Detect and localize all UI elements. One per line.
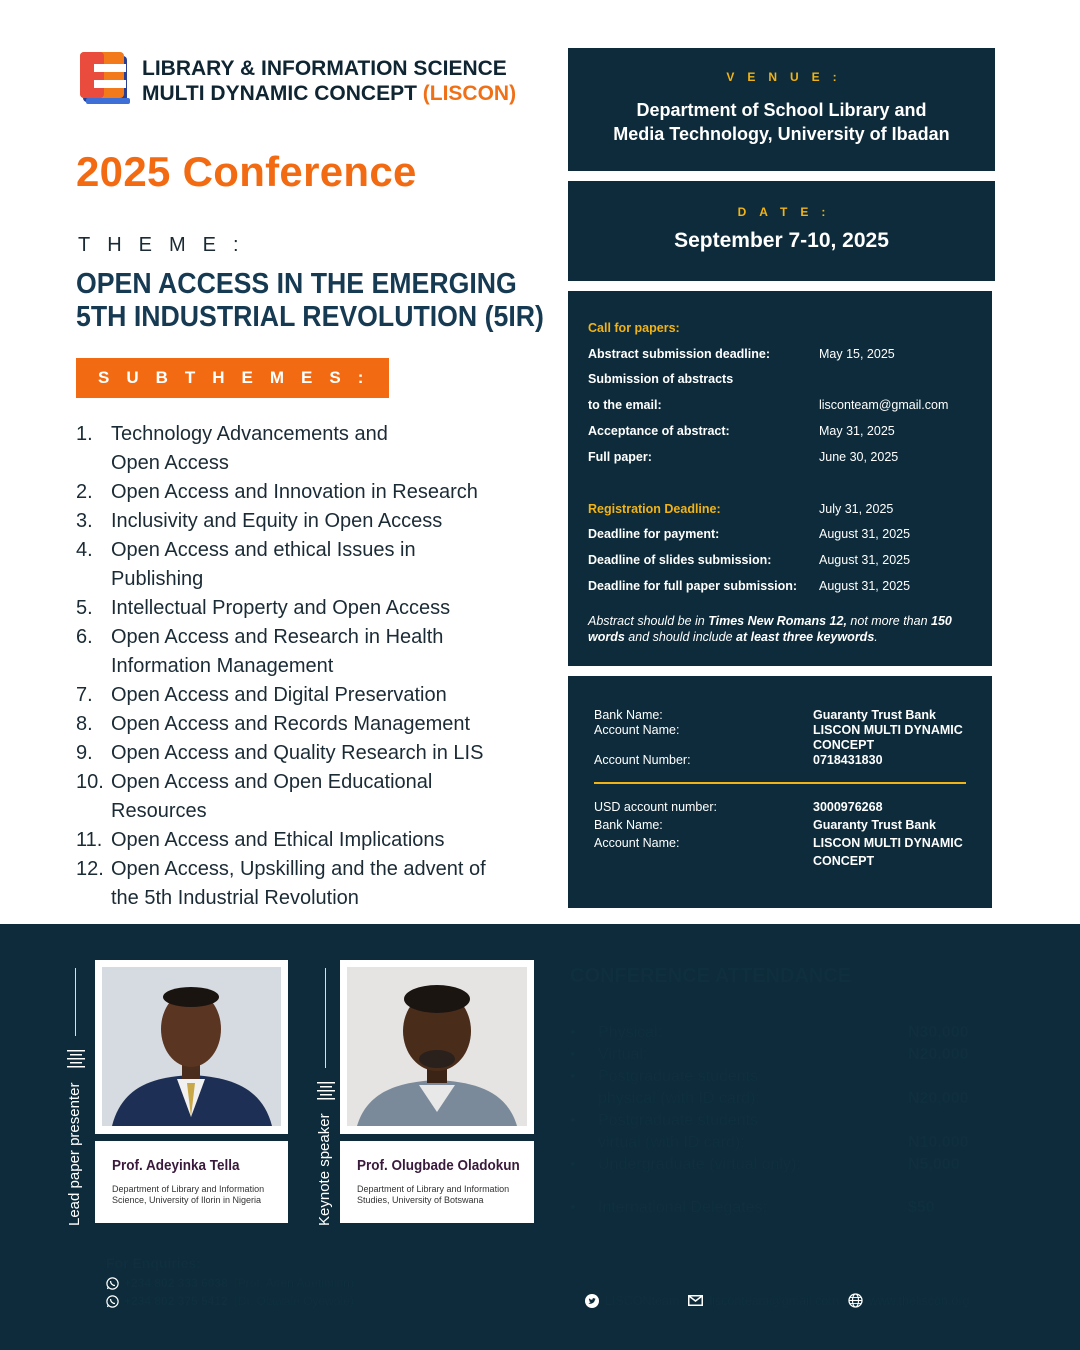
bank-label: Account Name: bbox=[594, 836, 680, 850]
attendance-fee: N30,000 bbox=[908, 1024, 969, 1041]
bank-value: LISCON MULTI DYNAMIC CONCEPT bbox=[813, 723, 963, 752]
deadline-row bbox=[588, 547, 972, 573]
subtheme-number: 12. bbox=[76, 858, 104, 880]
subtheme-text-line1: Open Access and ethical Issues in bbox=[111, 539, 416, 561]
bullet: • bbox=[570, 1068, 576, 1085]
speaker-department: Department of Library and Information Science, University of Ilorin in Nigeria bbox=[112, 1184, 265, 1205]
attendance-label-line1: International Delegates: bbox=[598, 1199, 767, 1216]
social-links bbox=[585, 1293, 979, 1308]
bank-divider bbox=[594, 782, 966, 784]
subtheme-number: 5. bbox=[76, 597, 93, 619]
venue-line1: Department of School Library and bbox=[636, 100, 927, 120]
subtheme-text bbox=[111, 768, 432, 826]
attendance-label-line1: Virtual: bbox=[598, 1046, 648, 1063]
speaker-photo bbox=[102, 967, 281, 1126]
attendance-label bbox=[598, 1066, 908, 1110]
subtheme-text-line2: Publishing bbox=[111, 568, 204, 590]
venue-label: VENUE: bbox=[726, 70, 850, 84]
attendance-label-line1: Postgraduate students bbox=[598, 1068, 759, 1085]
deadline-row bbox=[588, 367, 972, 393]
subtheme-text-line2: the 5th Industrial Revolution bbox=[111, 887, 359, 909]
subtheme-item bbox=[76, 855, 536, 913]
subtheme-number: 4. bbox=[76, 539, 93, 561]
bank-value: 3000976268 bbox=[813, 800, 883, 814]
sound-wave-icon bbox=[317, 1078, 335, 1102]
organization-name-line2: MULTI DYNAMIC CONCEPT bbox=[142, 82, 423, 105]
subtheme-number: 8. bbox=[76, 713, 93, 735]
website-link[interactable] bbox=[848, 1293, 970, 1308]
twitter-link[interactable] bbox=[585, 1294, 679, 1308]
organization-name-line1: LIBRARY & INFORMATION SCIENCE bbox=[142, 57, 507, 80]
venue-panel bbox=[568, 48, 995, 171]
subtheme-text bbox=[111, 739, 483, 768]
subtheme-text-line1: Inclusivity and Equity in Open Access bbox=[111, 510, 443, 532]
deadline-row bbox=[588, 392, 972, 418]
deadline-label: Abstract submission deadline: bbox=[588, 346, 770, 361]
deadline-value: May 15, 2025 bbox=[819, 346, 895, 361]
note-text: Abstract should be in bbox=[588, 613, 709, 628]
subtheme-text-line1: Open Access and Records Management bbox=[111, 713, 471, 735]
subtheme-text bbox=[111, 710, 470, 739]
bank-row bbox=[594, 834, 966, 870]
bank-row bbox=[594, 816, 966, 834]
speaker-name: Prof. Olugbade Oladokun bbox=[357, 1157, 520, 1174]
speaker-photo-frame bbox=[95, 960, 288, 1134]
deadline-label: Full paper: bbox=[588, 449, 652, 464]
call-for-papers-label: Call for papers: bbox=[588, 320, 680, 335]
enquiries-list bbox=[106, 1276, 406, 1308]
subtheme-text-line1: Open Access and Open Educational bbox=[111, 771, 433, 793]
enquiry-phone: +234 802 375 5412 bbox=[124, 1294, 228, 1308]
subtheme-text bbox=[111, 826, 445, 855]
note-bold: 150 words bbox=[588, 613, 952, 644]
subtheme-item bbox=[76, 681, 536, 710]
deadline-label: Deadline of slides submission: bbox=[588, 553, 772, 568]
bank-label: Account Number: bbox=[594, 753, 691, 767]
attendance-title: CONFERENCE ATTENDANCE bbox=[570, 965, 852, 987]
theme-title-line1: OPEN ACCESS IN THE EMERGING bbox=[76, 268, 517, 300]
attendance-label-line1: Physical: bbox=[598, 1024, 663, 1041]
subtheme-text-line2: Resources bbox=[111, 800, 207, 822]
bank-label: Bank Name: bbox=[594, 818, 663, 832]
theme-label: THEME: bbox=[78, 234, 256, 256]
note-bold: Times New Romans 12, bbox=[708, 613, 847, 628]
bank-row bbox=[594, 723, 966, 753]
enquiry-phone: +234 802 333 6038 bbox=[124, 1276, 228, 1290]
bullet: • bbox=[570, 1112, 576, 1129]
speaker-department: Department of Library and Information Studies, University of Botswana bbox=[357, 1184, 510, 1205]
bullet: • bbox=[570, 1199, 576, 1216]
enquiry-contact[interactable] bbox=[106, 1294, 406, 1308]
attendance-item bbox=[570, 1154, 990, 1176]
organization-acronym: (LISCON) bbox=[422, 82, 517, 105]
deadline-row bbox=[588, 522, 972, 548]
speaker-role-label: Lead paper presenter bbox=[66, 1082, 83, 1226]
subtheme-number: 10. bbox=[76, 771, 104, 793]
attendance-item bbox=[570, 1110, 990, 1154]
bank-label: USD account number: bbox=[594, 800, 717, 814]
date-panel bbox=[568, 181, 995, 281]
attendance-label bbox=[598, 1044, 908, 1066]
enquiries-title: For Enquiries: bbox=[106, 1255, 201, 1271]
enquiry-name: (Dr. Olawale Oyewole) bbox=[233, 1294, 354, 1308]
note-text: not more than bbox=[846, 613, 932, 628]
subtheme-item bbox=[76, 478, 536, 507]
subtheme-text-line1: Open Access and Innovation in Research bbox=[111, 481, 478, 503]
deadline-row bbox=[588, 444, 972, 470]
subtheme-item bbox=[76, 826, 536, 855]
organization-name bbox=[142, 56, 516, 106]
theme-title-line2: 5TH INDUSTRIAL REVOLUTION (5IR) bbox=[76, 301, 544, 333]
call-for-papers-panel bbox=[568, 291, 992, 666]
email-link[interactable] bbox=[688, 1294, 838, 1308]
deadline-label: Deadline for full paper submission: bbox=[588, 579, 798, 594]
subtheme-text-line1: Intellectual Property and Open Access bbox=[111, 597, 451, 619]
bank-value: LISCON MULTI DYNAMIC CONCEPT bbox=[813, 836, 963, 868]
speaker-name-card bbox=[340, 1141, 534, 1223]
subtheme-text-line2: Information Management bbox=[111, 655, 334, 677]
subtheme-number: 7. bbox=[76, 684, 93, 706]
subtheme-number: 1. bbox=[76, 423, 93, 445]
deadline-value: lisconteam@gmail.com bbox=[819, 398, 949, 413]
registration-deadline-value: July 31, 2025 bbox=[819, 501, 894, 516]
deadline-label: Submission of abstracts bbox=[588, 372, 734, 387]
contact-email: lisconteam@gmail.com bbox=[709, 1293, 839, 1308]
bullet: • bbox=[570, 1156, 576, 1173]
subtheme-text-line1: Open Access and Ethical Implications bbox=[111, 829, 445, 851]
deadline-row bbox=[588, 418, 972, 444]
deadline-value: August 31, 2025 bbox=[819, 527, 911, 542]
theme-title bbox=[76, 268, 554, 334]
attendance-label bbox=[598, 1154, 908, 1176]
speaker-photo-frame bbox=[340, 960, 534, 1134]
conference-title: 2025 Conference bbox=[76, 148, 417, 195]
venue-line2: Media Technology, University of Ibadan bbox=[613, 124, 950, 144]
attendance-fee: N20,000 bbox=[908, 1090, 969, 1107]
speaker-name-card bbox=[95, 1141, 288, 1223]
bank-row bbox=[594, 708, 966, 723]
subtheme-number: 9. bbox=[76, 742, 93, 764]
subtheme-text-line1: Technology Advancements and bbox=[111, 423, 388, 445]
subtheme-text bbox=[111, 623, 443, 681]
twitter-handle: LISCONteam bbox=[605, 1293, 680, 1308]
attendance-item bbox=[570, 1044, 990, 1066]
attendance-fee: N10,000 bbox=[908, 1134, 969, 1151]
attendance-list bbox=[570, 1022, 990, 1219]
subtheme-item bbox=[76, 420, 536, 478]
attendance-label bbox=[598, 1022, 908, 1044]
bank-value: 0718431830 bbox=[813, 753, 883, 767]
date-label: DATE: bbox=[737, 205, 839, 219]
attendance-item bbox=[570, 1022, 990, 1044]
sound-wave-icon bbox=[67, 1046, 85, 1070]
attendance-item bbox=[570, 1197, 990, 1219]
attendance-item bbox=[570, 1066, 990, 1110]
vertical-line bbox=[75, 968, 76, 1036]
bullet: • bbox=[570, 1046, 576, 1063]
speaker-photo bbox=[347, 967, 527, 1126]
bank-value: Guaranty Trust Bank bbox=[813, 818, 936, 832]
subthemes-badge: SUBTHEMES: bbox=[76, 358, 389, 398]
attendance-label-line2: physical (with ID card): bbox=[598, 1090, 760, 1107]
note-text: . bbox=[874, 629, 878, 644]
bullet: • bbox=[570, 1024, 576, 1041]
website-url: www.theliscon.org bbox=[868, 1293, 970, 1308]
note-text: and should include bbox=[624, 629, 737, 644]
bank-row bbox=[594, 753, 966, 768]
subtheme-number: 6. bbox=[76, 626, 93, 648]
liscon-logo-icon bbox=[80, 50, 132, 106]
deadline-value: June 30, 2025 bbox=[819, 449, 899, 464]
whatsapp-icon bbox=[106, 1277, 119, 1290]
subtheme-list bbox=[76, 420, 536, 913]
twitter-icon bbox=[585, 1294, 599, 1308]
date-value: September 7-10, 2025 bbox=[674, 229, 889, 252]
subtheme-item bbox=[76, 536, 536, 594]
subtheme-text bbox=[111, 594, 450, 623]
deadline-value: August 31, 2025 bbox=[819, 579, 911, 594]
speaker-name: Prof. Adeyinka Tella bbox=[112, 1157, 240, 1174]
attendance-label-line1: Postgraduate students bbox=[598, 1112, 759, 1129]
attendance-label-line1: Undergraduate (virtual only): bbox=[598, 1156, 801, 1173]
subtheme-text-line1: Open Access and Research in Health bbox=[111, 626, 444, 648]
deadline-row bbox=[588, 341, 972, 367]
subtheme-text bbox=[111, 855, 486, 913]
subtheme-text-line1: Open Access and Digital Preservation bbox=[111, 684, 447, 706]
deadline-row bbox=[588, 573, 972, 599]
enquiry-name: (Prof. Airen Adetimirin) bbox=[233, 1276, 354, 1290]
bank-details-panel bbox=[568, 676, 992, 908]
bank-label: Account Name: bbox=[594, 723, 680, 737]
deadline-label: to the email: bbox=[588, 398, 662, 413]
subtheme-item bbox=[76, 623, 536, 681]
attendance-label bbox=[598, 1197, 908, 1219]
deadline-label: Deadline for payment: bbox=[588, 527, 720, 542]
bank-row bbox=[594, 798, 966, 816]
venue-text bbox=[568, 98, 995, 146]
subtheme-item bbox=[76, 594, 536, 623]
deadline-label: Acceptance of abstract: bbox=[588, 424, 730, 439]
attendance-label-line2: virtual (with ID card): bbox=[598, 1134, 745, 1151]
enquiry-contact[interactable] bbox=[106, 1276, 406, 1290]
vertical-line bbox=[325, 968, 326, 1068]
subtheme-item bbox=[76, 739, 536, 768]
attendance-fee: N20,000 bbox=[908, 1046, 969, 1063]
subtheme-text bbox=[111, 478, 478, 507]
subtheme-item bbox=[76, 710, 536, 739]
subtheme-text-line1: Open Access, Upskilling and the advent of bbox=[111, 858, 486, 880]
deadline-value: May 31, 2025 bbox=[819, 424, 895, 439]
registration-deadline-label: Registration Deadline: bbox=[588, 501, 721, 516]
subtheme-text-line1: Open Access and Quality Research in LIS bbox=[111, 742, 484, 764]
subtheme-number: 11. bbox=[76, 829, 103, 851]
subtheme-text bbox=[111, 507, 442, 536]
subtheme-text bbox=[111, 536, 416, 594]
abstract-format-note bbox=[588, 613, 972, 645]
subtheme-text-line2: Open Access bbox=[111, 452, 229, 474]
attendance-fee: N5,000 bbox=[908, 1156, 960, 1173]
subtheme-item bbox=[76, 768, 536, 826]
whatsapp-icon bbox=[106, 1295, 119, 1308]
speaker-role-label: Keynote speaker bbox=[316, 1113, 333, 1226]
subtheme-text bbox=[111, 420, 388, 478]
note-bold: at least three keywords bbox=[736, 629, 875, 644]
attendance-label bbox=[598, 1110, 908, 1154]
subtheme-number: 2. bbox=[76, 481, 93, 503]
subtheme-item bbox=[76, 507, 536, 536]
globe-icon bbox=[848, 1293, 863, 1308]
mail-icon bbox=[688, 1295, 703, 1306]
bank-label: Bank Name: bbox=[594, 708, 663, 722]
subtheme-text bbox=[111, 681, 447, 710]
attendance-fee: $50 bbox=[908, 1199, 935, 1216]
deadline-value: August 31, 2025 bbox=[819, 553, 911, 568]
subtheme-number: 3. bbox=[76, 510, 93, 532]
bank-value: Guaranty Trust Bank bbox=[813, 708, 936, 722]
